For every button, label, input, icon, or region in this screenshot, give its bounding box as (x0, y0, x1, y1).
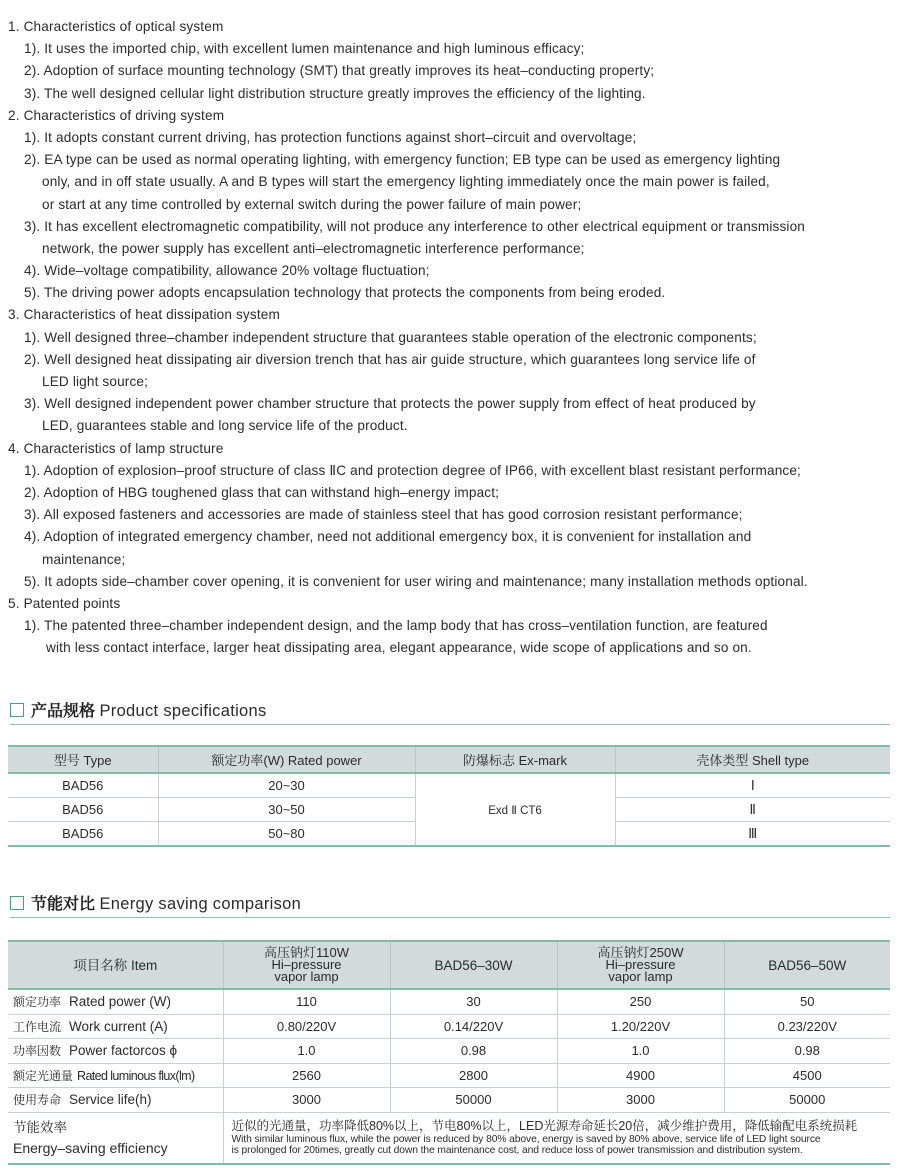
cell-type: BAD56 (8, 822, 158, 847)
item-label-en: Service life(h) (69, 1092, 152, 1108)
cell-value: 50000 (390, 1088, 557, 1113)
table-header-row (8, 941, 890, 989)
cell-value: 3000 (557, 1088, 724, 1113)
feature-item: 3). All exposed fasteners and accessories are made of stainless steel that has good corrosion resistant performance; (24, 507, 743, 523)
cell-power: 30~50 (158, 798, 415, 822)
cell-type: BAD56 (8, 798, 158, 822)
feature-item: 2). Adoption of surface mounting technology (SMT) that greatly improves its heat–conducting property; (24, 63, 655, 79)
table-row (8, 1039, 890, 1064)
product-specifications-heading (10, 698, 890, 725)
heading-en: Product specifications (99, 702, 267, 720)
feature-item: only, and in off state usually. A and B types will start the emergency lighting immediately once the main power is failed, (42, 174, 770, 190)
cell-value: 2800 (390, 1063, 557, 1088)
cell-value: 1.0 (557, 1039, 724, 1064)
header-cn: 高压钠灯110W (264, 945, 349, 960)
cell-value: 3000 (223, 1088, 390, 1113)
feature-section-title: 1. Characteristics of optical system (8, 19, 224, 34)
header-bad56-30w: BAD56–30W (390, 941, 557, 989)
square-bullet-icon (10, 896, 24, 910)
table-row (8, 1014, 890, 1039)
feature-section-title: 3. Characteristics of heat dissipation system (8, 307, 280, 323)
item-label-cn: 功率因数 (13, 1044, 62, 1059)
item-label-en: Rated luminous flux(lm) (77, 1068, 195, 1083)
cell-shell: Ⅲ (615, 822, 890, 847)
cell-value: 50 (724, 989, 890, 1014)
efficiency-label-en: Energy–saving efficiency (13, 1139, 168, 1156)
cell-value: 0.98 (390, 1039, 557, 1064)
cell-item (8, 1063, 223, 1088)
feature-item: 3). The well designed cellular light distribution structure greatly improves the efficiency of the lighting. (24, 85, 646, 101)
feature-section-title: 4. Characteristics of lamp structure (8, 440, 224, 456)
item-label-cn: 使用寿命 (13, 1093, 62, 1108)
cell-value: 0.98 (724, 1039, 890, 1064)
feature-item: 5). The driving power adopts encapsulation technology that protects the components from being eroded. (24, 285, 666, 301)
cell-item (8, 1039, 223, 1064)
cell-ex-mark: Exd Ⅱ CT6 (415, 773, 615, 846)
cell-value: 2560 (223, 1063, 390, 1088)
efficiency-label-cn: 节能效率 (13, 1119, 67, 1136)
efficiency-text-en2: is prolonged for 20times, greatly cut down the maintenance cost, and reduce loss of power transmission and distribution system. (231, 1145, 803, 1156)
efficiency-text (223, 1112, 890, 1164)
feature-item: 5). It adopts side–chamber cover opening, it is convenient for user wiring and maintenance; many installation methods optional. (24, 573, 808, 589)
feature-item: 1). It uses the imported chip, with excellent lumen maintenance and high luminous efficacy; (24, 41, 585, 57)
cell-value: 1.0 (223, 1039, 390, 1064)
feature-item: 3). It has excellent electromagnetic compatibility, will not produce any interference to other electrical equipment or transmission (24, 218, 806, 234)
header-cn: 高压钠灯250W (597, 945, 684, 960)
cell-value: 50000 (724, 1088, 890, 1113)
header-shell-type: 壳体类型 Shell type (615, 746, 890, 773)
energy-saving-table (8, 940, 890, 1165)
feature-item: with less contact interface, larger heat dissipating area, elegant appearance, wide scope of applications and so on. (46, 640, 752, 656)
feature-item: LED, guarantees stable and long service life of the product. (42, 418, 408, 434)
feature-item: 1). The patented three–chamber independent design, and the lamp body that has cross–ventilation function, are featured (24, 618, 768, 634)
square-bullet-icon (10, 703, 24, 717)
feature-item: or start at any time controlled by external switch during the power failure of main power; (42, 196, 582, 212)
cell-value: 4500 (724, 1063, 890, 1088)
table-row (8, 989, 890, 1014)
heading-cn: 产品规格 (31, 701, 96, 720)
feature-item: 2). Well designed heat dissipating air diversion trench that has air guide structure, which guarantees long service life of (24, 351, 756, 367)
feature-item: 1). Well designed three–chamber independent structure that guarantees stable operation of the electronic components; (24, 329, 757, 345)
table-row (8, 1088, 890, 1113)
feature-item: 2). EA type can be used as normal operating lighting, with emergency function; EB type can be used as emergency lighting (24, 152, 781, 168)
feature-item: 4). Wide–voltage compatibility, allowance 20% voltage fluctuation; (24, 263, 430, 279)
feature-item: network, the power supply has excellent anti–electromagnetic interference performance; (42, 240, 585, 256)
header-en2: vapor lamp (608, 969, 673, 984)
table-row (8, 773, 890, 798)
cell-shell: Ⅱ (615, 798, 890, 822)
item-label-cn: 额定功率 (13, 995, 62, 1010)
product-specifications-table (8, 745, 890, 847)
header-item: 项目名称 Item (8, 941, 223, 989)
header-en1: Hi–pressure (605, 957, 676, 972)
feature-item: 1). It adopts constant current driving, has protection functions against short–circuit and overvoltage; (24, 129, 637, 145)
cell-value: 0.23/220V (724, 1014, 890, 1039)
heading-cn: 节能对比 (31, 894, 96, 913)
item-label-en: Rated power (W) (69, 994, 172, 1010)
header-hps-110w (223, 941, 390, 989)
item-label-en: Power factorcos ϕ (69, 1043, 178, 1059)
feature-item: 2). Adoption of HBG toughened glass that can withstand high–energy impact; (24, 484, 500, 500)
cell-power: 50~80 (158, 822, 415, 847)
cell-value: 250 (557, 989, 724, 1014)
cell-type: BAD56 (8, 773, 158, 798)
header-type: 型号 Type (8, 746, 158, 773)
cell-power: 20~30 (158, 773, 415, 798)
feature-item: 4). Adoption of integrated emergency chamber, need not additional emergency box, it is convenient for installation and (24, 529, 752, 545)
features-list (0, 16, 900, 659)
item-label-cn: 额定光通量 (13, 1068, 74, 1083)
feature-item: 1). Adoption of explosion–proof structure of class ⅡC and protection degree of IP66, with excellent blast resistant performance; (24, 462, 801, 478)
header-bad56-50w: BAD56–50W (724, 941, 890, 989)
efficiency-label (8, 1112, 223, 1164)
cell-value: 0.14/220V (390, 1014, 557, 1039)
item-label-en: Work current (A) (69, 1018, 168, 1034)
efficiency-row (8, 1112, 890, 1164)
feature-item: 3). Well designed independent power chamber structure that protects the power supply from effect of heat produced by (24, 396, 756, 412)
header-rated-power: 额定功率(W) Rated power (158, 746, 415, 773)
efficiency-text-en1: With similar luminous flux, while the power is reduced by 80% above, energy is saved by 80% above, service life of LED light source (231, 1134, 821, 1145)
feature-section-title: 5. Patented points (8, 595, 121, 611)
energy-saving-heading (10, 891, 890, 918)
efficiency-text-cn: 近似的光通量，功率降低80%以上，节电80%以上，LED光源寿命延长20倍，减少维护费用，降低输配电系统损耗 (231, 1119, 858, 1133)
heading-en: Energy saving comparison (99, 895, 302, 913)
item-label-cn: 工作电流 (13, 1019, 62, 1034)
feature-section-title: 2. Characteristics of driving system (8, 107, 225, 123)
cell-item (8, 1088, 223, 1113)
cell-item (8, 989, 223, 1014)
cell-shell: Ⅰ (615, 773, 890, 798)
cell-value: 110 (223, 989, 390, 1014)
table-row (8, 1063, 890, 1088)
header-en2: vapor lamp (274, 969, 339, 984)
cell-value: 30 (390, 989, 557, 1014)
header-en1: Hi–pressure (271, 957, 342, 972)
feature-item: maintenance; (42, 551, 126, 567)
feature-item: LED light source; (42, 374, 149, 389)
cell-value: 0.80/220V (223, 1014, 390, 1039)
header-ex-mark: 防爆标志 Ex-mark (415, 746, 615, 773)
cell-value: 1.20/220V (557, 1014, 724, 1039)
table-header-row (8, 746, 890, 773)
cell-value: 4900 (557, 1063, 724, 1088)
cell-item (8, 1014, 223, 1039)
header-hps-250w (557, 941, 724, 989)
